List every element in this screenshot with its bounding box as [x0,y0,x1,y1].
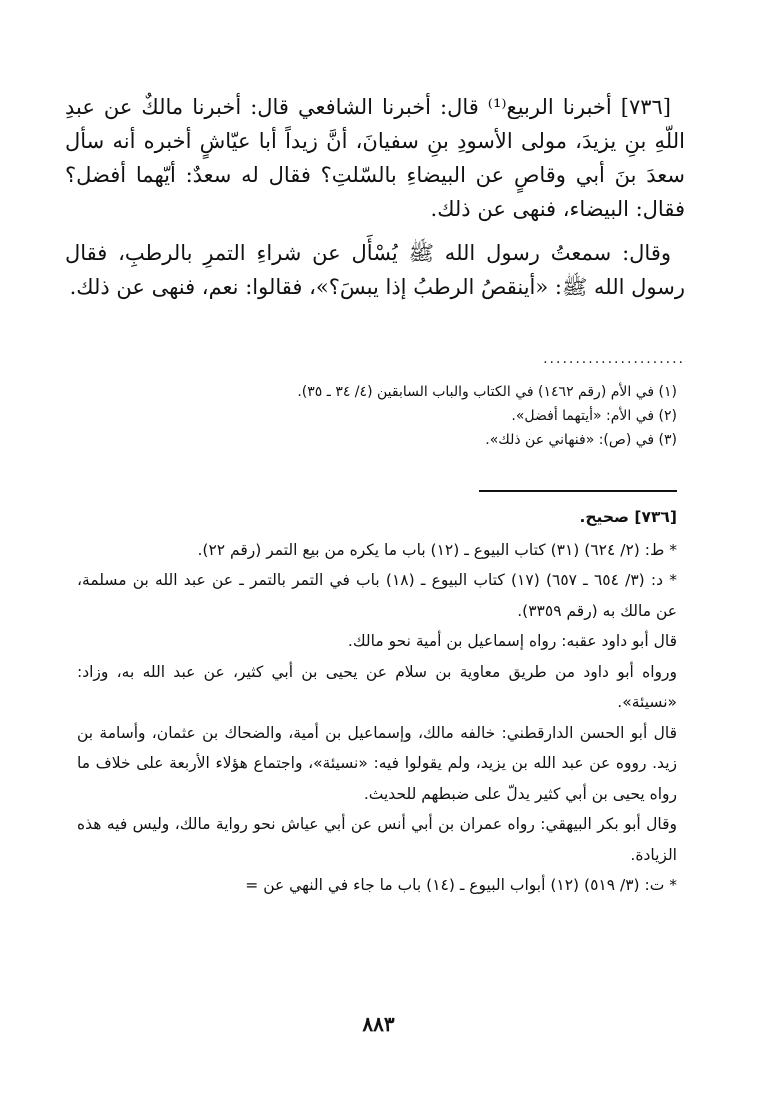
takhrij-section [77,502,677,901]
takhrij-entry: وقال أبو بكر البيهقي: رواه عمران بن أبي أنس عن أبي عياش نحو رواية مالك، وليس فيه هذه الزيادة. [77,815,677,864]
takhrij-entry: * د: (٣/ ٦٥٤ ـ ٦٥٧) (١٧) كتاب البيوع ـ (١٨) باب في التمر بالتمر ـ عن عبد الله بن مسلمة، عن مالك به (رقم ٣٣٥٩). [77,571,677,620]
page-number: ٨٨٣ [362,1012,395,1036]
hadith-paragraph-1: [٧٣٦] أخبرنا الربيع⁽¹⁾ قال: أخبرنا الشافعي قال: أخبرنا مالكٌ عن عبدِ اللّهِ بنِ يزيدَ، مولى الأسودِ بنِ سفيانَ، أنَّ زيداً أبا عيّاشٍ أخبره أنه سأل سعدَ بنَ أبي وقاصٍ عن البيضاءِ بالسّلتِ؟ فقال له سعدٌ: أيّهما أفضل؟ فقال: البيضاء، فنهى عن ذلك. [65,95,685,221]
takhrij-entry: * ط: (٢/ ٦٢٤) (٣١) كتاب البيوع ـ (١٢) باب ما يكره من بيع التمر (رقم ٢٢). [197,540,677,559]
takhrij-entry: * ت: (٣/ ٥١٩) (١٢) أبواب البيوع ـ (١٤) باب ما جاء في النهي عن = [245,876,677,894]
footnote-separator: ...................... [543,351,685,367]
takhrij-entry: قال أبو داود عقبه: رواه إسماعيل بن أمية نحو مالك. [347,632,677,650]
main-text [65,90,685,314]
footnote-3: (٣) في (ص): «فنهاني عن ذلك». [485,432,677,448]
section-divider [479,490,677,492]
footnote-2: (٢) في الأم: «أيتهما أفضل». [511,408,677,424]
takhrij-heading: [٧٣٦] صحيح. [579,508,677,526]
takhrij-entry: ورواه أبو داود من طريق معاوية بن سلام عن يحيى بن أبي كثير، عن عبد الله به، وزاد: «نسيئة». [77,662,677,711]
takhrij-entry: قال أبو الحسن الدارقطني: خالفه مالك، وإسماعيل بن أمية، والضحاك بن عثمان، وأسامة بن زيد. رووه عن عبد الله بن يزيد، ولم يقولوا فيه: «نسيئة»، واجتماع هؤلاء الأربعة على خلاف ما رواه يحيى بن أبي كثير يدلّ على ضبطهم للحديث. [77,723,677,803]
footnote-1: (١) في الأم (رقم ١٤٦٢) في الكتاب والباب السابقين (٤/ ٣٤ ـ ٣٥). [297,384,677,400]
footnotes [77,380,677,452]
hadith-paragraph-2: وقال: سمعتُ رسول الله ﷺ يُسْأَل عن شراءِ التمرِ بالرطبِ، فقال رسول الله ﷺ: «أينقصُ الرطبُ إذا يبسَ؟»، فقالوا: نعم، فنهى عن ذلك. [65,241,685,299]
